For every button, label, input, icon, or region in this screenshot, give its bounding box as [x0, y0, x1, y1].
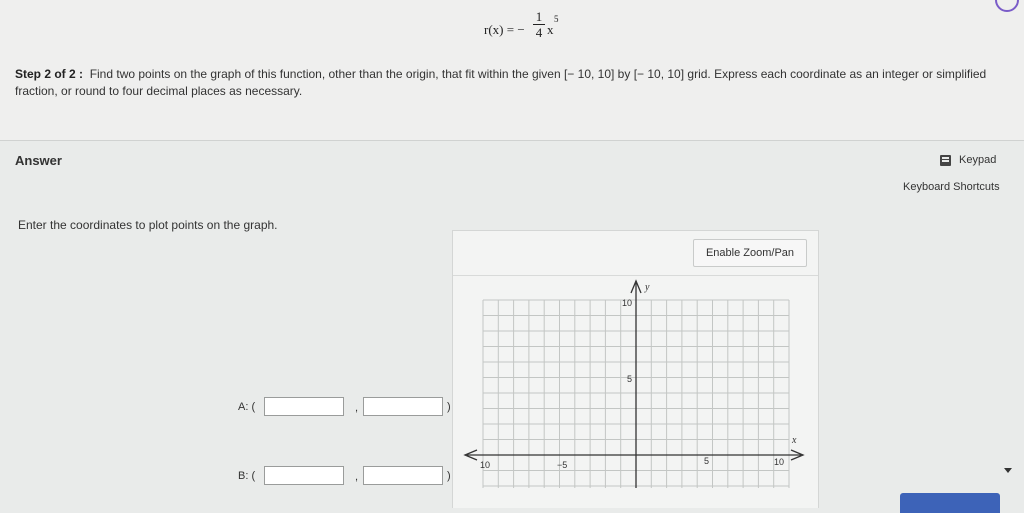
tick-labels: [480, 282, 797, 470]
x-axis-label: x: [792, 435, 797, 446]
x-tick-5: 5: [704, 456, 710, 466]
point-a-label: A: (: [238, 401, 256, 413]
formula-exponent: 5: [554, 14, 559, 24]
formula-fraction: [533, 10, 545, 39]
coordinate-grid[interactable]: [453, 231, 818, 508]
step-instructions: [15, 66, 1020, 100]
plot-instruction: Enter the coordinates to plot points on the graph.: [18, 218, 278, 232]
enable-zoom-pan-button[interactable]: Enable Zoom/Pan: [693, 239, 807, 267]
step-prefix: Step 2 of 2 :: [15, 67, 84, 81]
formula-denominator: 4: [535, 25, 543, 40]
keypad-button[interactable]: [940, 154, 996, 166]
x-tick-neg5: −5: [557, 460, 568, 470]
answer-heading: Answer: [15, 153, 62, 168]
step-text: Find two points on the graph of this function, other than the origin, that fit within the given [− 10, 10] by [− 10, 10] grid. Express each coordinate as an integer or simplified fraction, or round to four decimal places as necessary.: [15, 67, 987, 98]
point-b-label: B: (: [238, 470, 256, 482]
formula-numerator: 1: [535, 9, 543, 24]
graph-panel: [452, 230, 819, 508]
point-a-x-input[interactable]: [264, 397, 344, 416]
point-b-comma: ,: [355, 471, 359, 483]
y-tick-5: 5: [627, 374, 633, 384]
formula-lhs: r(x) = −: [484, 22, 525, 37]
keypad-icon: [940, 155, 951, 166]
point-a-comma: ,: [355, 402, 359, 414]
x-tick-neg10: 10: [480, 460, 491, 470]
keypad-label: Keypad: [959, 154, 997, 166]
submit-answer-button[interactable]: [900, 493, 1000, 513]
x-tick-10: 10: [774, 457, 785, 467]
keyboard-shortcuts-link[interactable]: Keyboard Shortcuts: [903, 181, 1000, 193]
y-axis-label: y: [645, 282, 650, 293]
formula-variable: x: [547, 22, 554, 37]
point-a-close: ): [447, 401, 451, 413]
axes: [465, 281, 803, 488]
section-divider: [0, 140, 1024, 141]
y-tick-10: 10: [622, 298, 633, 308]
expand-arrow-icon[interactable]: [1004, 468, 1012, 473]
point-b-x-input[interactable]: [264, 466, 344, 485]
point-a-y-input[interactable]: [363, 397, 443, 416]
point-b-close: ): [447, 470, 451, 482]
point-b-y-input[interactable]: [363, 466, 443, 485]
